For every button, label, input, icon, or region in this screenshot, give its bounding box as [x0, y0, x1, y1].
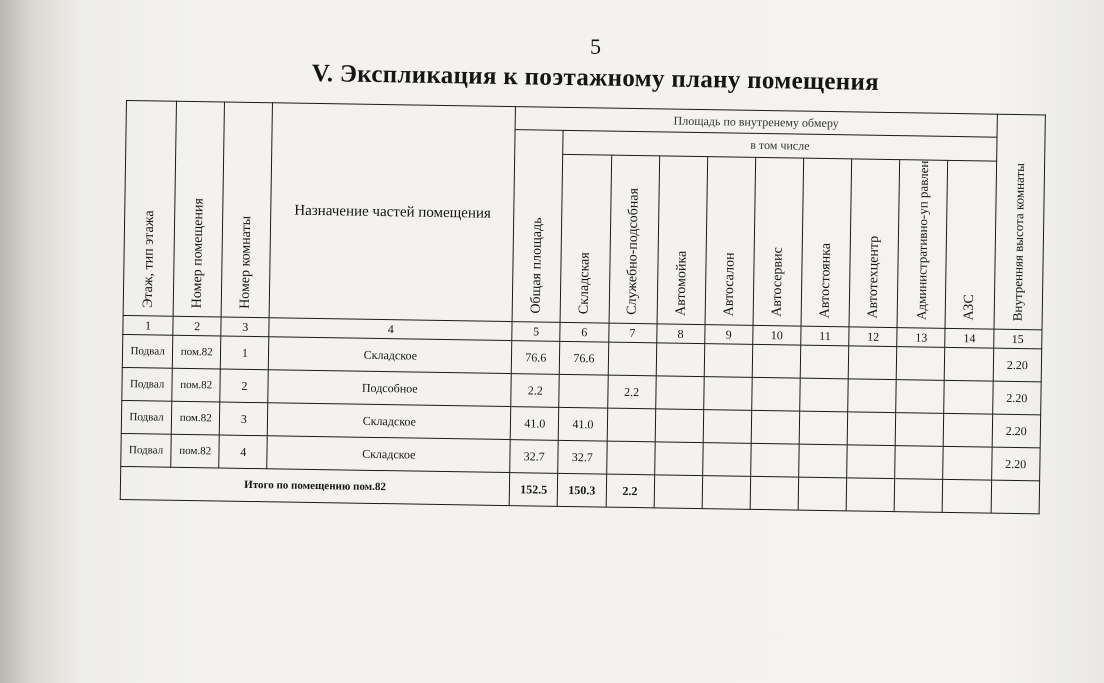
total-warehouse-sum: 150.3: [558, 473, 607, 507]
cell-empty: [703, 410, 752, 444]
column-number: 14: [945, 328, 993, 348]
cell-room: 2: [220, 369, 269, 403]
cell-empty: [656, 343, 705, 377]
cell-empty: [702, 476, 751, 510]
cell-empty: [897, 347, 946, 381]
cell-service: [608, 342, 657, 376]
column-number: 2: [173, 316, 221, 336]
header-floor: Этаж, тип этажа: [123, 101, 177, 317]
cell-empty: [752, 377, 801, 411]
cell-room: 1: [221, 336, 270, 370]
cell-empty: [654, 442, 703, 476]
column-number: 15: [993, 329, 1042, 349]
cell-floor: Подвал: [122, 334, 173, 368]
cell-floor: Подвал: [121, 433, 172, 467]
header-premise-number: Номер помещения: [173, 101, 225, 317]
header-purpose: Назначение частей помещения: [270, 103, 516, 322]
cell-empty: [991, 480, 1040, 514]
cell-total-area: 41.0: [510, 407, 559, 441]
cell-empty: [655, 376, 704, 410]
cell-room: 3: [220, 402, 269, 436]
cell-empty: [800, 378, 849, 412]
cell-empty: [945, 347, 994, 381]
cell-service: [607, 408, 656, 442]
header-area-group: Площадь по внутренему обмеру: [515, 107, 997, 138]
cell-empty: [704, 344, 753, 378]
column-number: 5: [512, 322, 560, 342]
cell-height: 2.20: [992, 381, 1041, 415]
header-height: Внутренняя высота комнаты: [994, 114, 1046, 330]
column-number: 13: [897, 328, 945, 348]
cell-empty: [752, 344, 801, 378]
cell-floor: Подвал: [121, 400, 172, 434]
cell-service: 2.2: [607, 375, 656, 409]
cell-purpose: Складское: [268, 403, 511, 440]
cell-warehouse: [559, 374, 608, 408]
cell-premise: пом.82: [172, 335, 221, 369]
header-including: в том числе: [563, 130, 997, 160]
cell-empty: [703, 377, 752, 411]
cell-total-area: 76.6: [511, 341, 560, 375]
cell-premise: пом.82: [171, 434, 220, 468]
header-carwash: Автомойка: [657, 156, 708, 325]
cell-empty: [800, 345, 849, 379]
cell-purpose: Складское: [267, 436, 510, 473]
cell-total-area: 32.7: [510, 440, 559, 474]
cell-purpose: Подсобное: [268, 370, 511, 407]
cell-empty: [894, 479, 943, 513]
column-number: 3: [221, 317, 269, 337]
cell-warehouse: 76.6: [560, 341, 609, 375]
cell-empty: [655, 409, 704, 443]
cell-total-area: 2.2: [511, 374, 560, 408]
cell-empty: [847, 412, 896, 446]
header-gas-station: АЗС: [945, 160, 996, 329]
cell-empty: [702, 443, 751, 477]
header-admin: Административно-уп равлен: [897, 159, 948, 328]
total-area-sum: 152.5: [509, 473, 558, 507]
cell-empty: [750, 476, 799, 510]
cell-empty: [896, 413, 945, 447]
cell-service: [606, 441, 655, 475]
cell-empty: [751, 410, 800, 444]
column-number: 1: [123, 315, 173, 335]
cell-height: 2.20: [992, 414, 1041, 448]
cell-premise: пом.82: [172, 368, 221, 402]
header-carservice: Автосервис: [753, 157, 804, 326]
column-number: 12: [849, 327, 897, 347]
cell-purpose: Складское: [269, 337, 512, 374]
cell-empty: [848, 379, 897, 413]
explication-table: [120, 100, 1046, 514]
cell-empty: [751, 443, 800, 477]
cell-empty: [896, 380, 945, 414]
cell-empty: [846, 478, 895, 512]
cell-empty: [848, 346, 897, 380]
column-number: 11: [801, 326, 849, 346]
cell-empty: [799, 411, 848, 445]
header-carshowroom: Автосалон: [705, 156, 756, 325]
explication-table-wrap: [120, 100, 1046, 514]
column-number: 8: [656, 324, 704, 344]
cell-empty: [799, 444, 848, 478]
cell-room: 4: [219, 435, 268, 469]
cell-height: 2.20: [991, 447, 1040, 481]
column-number: 10: [753, 325, 801, 345]
cell-height: 2.20: [993, 348, 1042, 382]
header-room-number: Номер комнаты: [221, 102, 273, 318]
column-number: 4: [269, 318, 512, 341]
cell-floor: Подвал: [122, 367, 173, 401]
cell-empty: [944, 413, 993, 447]
total-label: Итого по помещению пом.82: [120, 466, 510, 505]
cell-warehouse: 41.0: [559, 407, 608, 441]
cell-premise: пом.82: [171, 401, 220, 435]
page-number: 5: [590, 34, 601, 59]
column-number: 7: [608, 323, 656, 343]
header-warehouse: Складская: [560, 154, 611, 323]
cell-warehouse: 32.7: [558, 440, 607, 474]
cell-empty: [654, 475, 703, 509]
document-title: V. Экспликация к поэтажному плану помещения: [311, 60, 880, 96]
cell-empty: [944, 380, 993, 414]
total-service-sum: 2.2: [606, 474, 655, 508]
header-parking: Автостоянка: [801, 158, 852, 327]
cell-empty: [943, 479, 992, 513]
cell-empty: [847, 445, 896, 479]
header-techcenter: Автотехцентр: [849, 159, 900, 328]
cell-empty: [943, 446, 992, 480]
header-total-area: Общая площадь: [512, 130, 563, 323]
column-number: 6: [560, 322, 608, 342]
header-service: Служебно-подсобная: [609, 155, 660, 324]
cell-empty: [798, 477, 847, 511]
column-number: 9: [705, 325, 753, 345]
cell-empty: [895, 446, 944, 480]
